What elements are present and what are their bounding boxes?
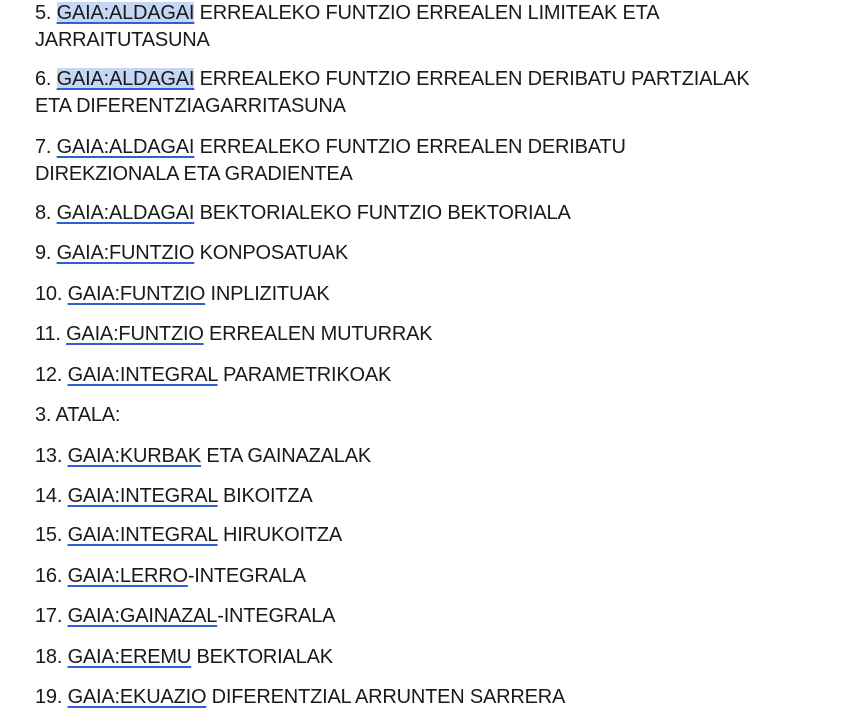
item-number: 13. <box>35 445 63 467</box>
item-link[interactable]: GAIA:FUNTZIO <box>67 283 206 305</box>
list-item <box>35 0 659 27</box>
item-continuation: ETA DIFERENTZIAGARRITASUNA <box>35 95 346 117</box>
item-number: 9. <box>35 242 52 264</box>
item-number: 10. <box>35 283 63 305</box>
list-item <box>35 684 565 711</box>
list-item <box>35 240 348 267</box>
item-number: 14. <box>35 485 63 507</box>
list-item <box>35 200 571 227</box>
item-link[interactable]: GAIA:GAINAZAL <box>67 605 218 627</box>
item-number: 17. <box>35 605 63 627</box>
item-link[interactable]: GAIA:FUNTZIO <box>56 242 195 264</box>
item-link[interactable]: GAIA:ALDAGAI <box>56 2 195 24</box>
item-text: HIRUKOITZA <box>222 524 343 546</box>
item-number: 5. <box>35 2 52 24</box>
list-item <box>35 603 335 630</box>
item-text: INPLIZITUAK <box>210 283 330 305</box>
list-item <box>35 644 333 671</box>
list-item <box>35 443 371 470</box>
item-link[interactable]: GAIA:INTEGRAL <box>67 485 218 507</box>
item-link[interactable]: GAIA:EREMU <box>67 646 192 668</box>
item-link[interactable]: GAIA:ALDAGAI <box>56 136 195 158</box>
item-number: 11. <box>35 323 61 345</box>
item-text: -INTEGRALA <box>187 565 306 587</box>
item-text: ERREALEN MUTURRAK <box>209 323 433 345</box>
item-number: 19. <box>35 686 63 708</box>
item-link[interactable]: GAIA:ALDAGAI <box>56 68 195 90</box>
item-text: BIKOITZA <box>222 485 313 507</box>
item-link[interactable]: GAIA:FUNTZIO <box>66 323 204 345</box>
item-number: 15. <box>35 524 63 546</box>
list-item <box>35 483 312 510</box>
list-item <box>35 66 749 93</box>
item-number: 18. <box>35 646 63 668</box>
item-continuation: JARRAITUTASUNA <box>35 29 210 51</box>
item-link[interactable]: GAIA:KURBAK <box>67 445 201 467</box>
item-number: 8. <box>35 202 52 224</box>
item-text: PARAMETRIKOAK <box>222 364 392 386</box>
item-link[interactable]: GAIA:EKUAZIO <box>67 686 207 708</box>
item-text: -INTEGRALA <box>217 605 336 627</box>
item-link[interactable]: GAIA:LERRO <box>67 565 188 587</box>
item-link[interactable]: GAIA:INTEGRAL <box>67 524 218 546</box>
item-number: 16. <box>35 565 63 587</box>
item-number: 7. <box>35 136 52 158</box>
list-item <box>35 134 626 161</box>
item-number: 12. <box>35 364 63 386</box>
item-link[interactable]: GAIA:ALDAGAI <box>56 202 195 224</box>
list-item <box>35 321 432 348</box>
item-continuation: DIREKZIONALA ETA GRADIENTEA <box>35 163 353 185</box>
item-text: ERREALEKO FUNTZIO ERREALEN DERIBATU <box>199 136 626 158</box>
item-text: BEKTORIALAK <box>196 646 333 668</box>
item-text: KONPOSATUAK <box>199 242 349 264</box>
item-text: ETA GAINAZALAK <box>206 445 371 467</box>
list-item <box>35 522 342 549</box>
item-text: BEKTORIALEKO FUNTZIO BEKTORIALA <box>199 202 571 224</box>
item-text: ERREALEKO FUNTZIO ERREALEN LIMITEAK ETA <box>199 2 660 24</box>
list-item <box>35 362 391 389</box>
item-text: DIFERENTZIAL ARRUNTEN SARRERA <box>211 686 566 708</box>
list-item <box>35 563 306 590</box>
list-item <box>35 281 329 308</box>
section-heading: 3. ATALA: <box>35 404 121 426</box>
item-number: 6. <box>35 68 52 90</box>
item-link[interactable]: GAIA:INTEGRAL <box>67 364 218 386</box>
item-text: ERREALEKO FUNTZIO ERREALEN DERIBATU PARTZIALAK <box>199 68 750 90</box>
